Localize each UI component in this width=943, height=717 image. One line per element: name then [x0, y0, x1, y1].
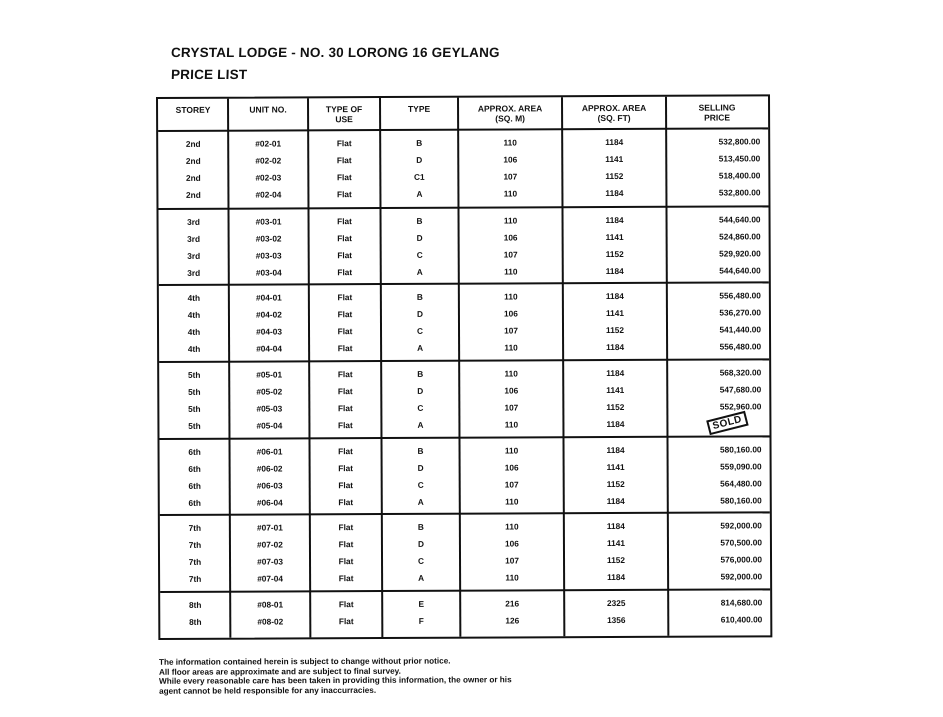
- column-header-sqm: [458, 103, 562, 123]
- cell-use: Flat: [338, 480, 354, 491]
- column-header-line: STOREY: [175, 104, 211, 115]
- cell-type: D: [416, 232, 423, 243]
- cell-price: 544,640.00: [719, 265, 761, 276]
- cell-price: 529,920.00: [719, 248, 761, 259]
- cell-type: A: [417, 496, 424, 507]
- cell-storey: 5th: [188, 403, 201, 414]
- cell-storey: 7th: [188, 556, 202, 567]
- row-divider: [160, 588, 770, 593]
- cell-sqft: 1184: [605, 265, 624, 277]
- sold-stamp: SOLD: [706, 411, 748, 435]
- cell-type: C: [417, 402, 424, 413]
- cell-sqft: 1184: [606, 418, 625, 430]
- cell-type: C1: [414, 171, 425, 182]
- cell-sqft: 1141: [606, 537, 625, 549]
- column-header-type: [380, 104, 458, 114]
- cell-storey: 2nd: [186, 189, 201, 200]
- cell-storey: 3rd: [187, 250, 201, 261]
- price-table: [156, 94, 772, 640]
- cell-use: Flat: [338, 420, 353, 431]
- cell-storey: 6th: [188, 463, 201, 474]
- column-header-line: TYPE: [407, 103, 431, 114]
- cell-use: Flat: [337, 233, 353, 244]
- cell-use: Flat: [338, 616, 354, 627]
- cell-sqm: 110: [503, 188, 518, 199]
- cell-storey: 5th: [188, 386, 201, 397]
- cell-sqm: 110: [504, 368, 518, 379]
- cell-use: Flat: [337, 189, 352, 200]
- cell-use: Flat: [337, 250, 353, 261]
- cell-sqft: 1184: [606, 367, 625, 379]
- cell-sqm: 106: [503, 232, 518, 243]
- cell-unit: #07-02: [257, 539, 283, 550]
- cell-price: 547,680.00: [719, 384, 762, 395]
- cell-sqm: 110: [504, 342, 518, 353]
- cell-sqft: 1152: [606, 401, 625, 413]
- cell-unit: #08-02: [257, 616, 284, 627]
- cell-type: C: [416, 249, 423, 260]
- cell-sqft: 1184: [605, 187, 624, 199]
- cell-use: Flat: [337, 369, 353, 380]
- cell-unit: #04-03: [256, 326, 282, 337]
- cell-sqm: 110: [505, 521, 519, 532]
- document-title: CRYSTAL LODGE - NO. 30 LORONG 16 GEYLANG: [170, 45, 501, 60]
- cell-sqft: 1152: [606, 478, 625, 490]
- cell-sqm: 107: [503, 249, 518, 260]
- cell-unit: #04-04: [256, 343, 283, 354]
- cell-type: C: [418, 555, 425, 566]
- cell-price: 580,160.00: [720, 495, 762, 506]
- cell-storey: 6th: [188, 446, 201, 457]
- cell-storey: 3rd: [187, 267, 201, 278]
- cell-use: Flat: [337, 292, 353, 303]
- cell-price: 544,640.00: [718, 214, 761, 225]
- cell-use: Flat: [337, 216, 352, 227]
- cell-storey: 4th: [187, 343, 201, 354]
- cell-sqft: 1184: [606, 520, 625, 532]
- cell-type: C: [417, 479, 424, 490]
- row-divider: [159, 281, 769, 286]
- cell-type: B: [417, 445, 424, 456]
- cell-use: Flat: [338, 556, 354, 567]
- cell-sqft: 1184: [605, 136, 624, 148]
- cell-price: 610,400.00: [720, 614, 763, 625]
- cell-unit: #05-04: [256, 420, 283, 431]
- cell-storey: 8th: [188, 599, 202, 610]
- row-divider: [160, 511, 770, 516]
- cell-use: Flat: [338, 446, 353, 457]
- cell-price: 580,160.00: [719, 444, 762, 455]
- column-header-line: APPROX. AREA: [581, 102, 647, 114]
- cell-sqm: 106: [504, 308, 518, 319]
- cell-sqm: 110: [504, 291, 518, 302]
- cell-type: D: [416, 308, 423, 319]
- cell-use: Flat: [337, 309, 353, 320]
- cell-sqft: 1152: [607, 554, 626, 566]
- document-subtitle: PRICE LIST: [170, 67, 248, 82]
- disclaimer-notes: [159, 656, 512, 696]
- cell-storey: 6th: [188, 480, 201, 491]
- column-header-unit: [228, 104, 308, 114]
- cell-type: D: [417, 385, 424, 396]
- cell-unit: #03-02: [255, 233, 282, 244]
- cell-unit: #03-01: [255, 216, 282, 227]
- column-header-line: USE: [335, 114, 353, 125]
- cell-sqm: 106: [505, 538, 519, 549]
- cell-type: D: [416, 154, 423, 165]
- cell-sqm: 110: [503, 137, 517, 148]
- column-header-line: SELLING: [698, 102, 736, 113]
- row-divider: [158, 127, 768, 132]
- cell-price: 814,680.00: [720, 597, 763, 608]
- cell-sqm: 126: [505, 615, 520, 626]
- cell-unit: #06-04: [256, 497, 283, 508]
- cell-unit: #05-02: [256, 386, 283, 397]
- cell-type: E: [418, 598, 425, 609]
- column-header-price: [666, 102, 768, 122]
- cell-storey: 2nd: [185, 138, 201, 149]
- disclaimer-line: The information contained herein is subject to change without prior notice.: [158, 656, 451, 667]
- cell-price: 568,320.00: [719, 367, 762, 378]
- cell-unit: #02-01: [255, 138, 282, 149]
- cell-storey: 2nd: [185, 172, 201, 183]
- cell-unit: #04-02: [256, 309, 282, 320]
- cell-sqft: 1141: [606, 384, 625, 396]
- cell-sqm: 110: [505, 496, 519, 507]
- cell-price: 592,000.00: [720, 571, 763, 582]
- cell-storey: 6th: [188, 497, 202, 508]
- cell-sqm: 110: [504, 445, 519, 456]
- cell-unit: #07-04: [257, 573, 284, 584]
- column-header-line: APPROX. AREA: [477, 103, 543, 114]
- cell-type: B: [416, 291, 423, 302]
- cell-sqft: 1184: [605, 214, 624, 226]
- cell-sqm: 107: [503, 171, 518, 182]
- cell-use: Flat: [338, 522, 354, 533]
- cell-price: 518,400.00: [718, 170, 761, 181]
- cell-storey: 4th: [187, 309, 201, 320]
- cell-price: 513,450.00: [718, 153, 761, 164]
- cell-price: 532,800.00: [718, 187, 761, 198]
- cell-sqft: 1184: [606, 444, 625, 456]
- cell-storey: 3rd: [187, 216, 201, 227]
- cell-sqft: 1141: [605, 307, 624, 319]
- cell-type: C: [417, 325, 424, 336]
- column-header-line: TYPE OF: [325, 104, 363, 115]
- cell-sqft: 1141: [605, 231, 624, 243]
- cell-use: Flat: [337, 403, 353, 414]
- cell-unit: #03-03: [255, 250, 282, 261]
- cell-storey: 4th: [187, 326, 201, 337]
- cell-use: Flat: [338, 497, 354, 508]
- cell-unit: #03-04: [255, 267, 282, 278]
- cell-sqm: 106: [504, 385, 519, 396]
- cell-price: 592,000.00: [720, 520, 762, 531]
- cell-unit: #02-03: [255, 172, 282, 183]
- cell-type: B: [417, 521, 424, 532]
- cell-price: 570,500.00: [720, 537, 762, 548]
- cell-price: 556,480.00: [719, 290, 761, 301]
- cell-storey: 7th: [188, 522, 202, 533]
- cell-sqft: 1152: [605, 170, 624, 182]
- cell-price: 564,480.00: [720, 478, 762, 489]
- cell-price: 556,480.00: [719, 341, 762, 352]
- cell-unit: #06-02: [256, 463, 283, 474]
- cell-use: Flat: [337, 343, 353, 354]
- cell-type: B: [416, 215, 423, 226]
- row-divider: [158, 205, 768, 210]
- cell-sqft: 1152: [605, 248, 624, 260]
- cell-price: 576,000.00: [720, 554, 763, 565]
- cell-sqm: 110: [503, 215, 518, 226]
- row-divider: [159, 435, 769, 440]
- cell-sqft: 1184: [606, 341, 625, 353]
- cell-sqft: 1184: [607, 571, 626, 583]
- cell-price: 524,860.00: [719, 231, 761, 242]
- cell-price: 541,440.00: [719, 324, 762, 335]
- column-header-line: PRICE: [704, 112, 731, 123]
- disclaimer-line: All floor areas are approximate and are subject to final survey.: [158, 666, 401, 677]
- cell-type: A: [416, 188, 423, 199]
- cell-price: 532,800.00: [718, 136, 761, 147]
- cell-storey: 3rd: [187, 233, 201, 244]
- cell-sqft: 1141: [605, 153, 624, 165]
- cell-storey: 5th: [187, 369, 201, 380]
- cell-use: Flat: [338, 539, 354, 550]
- column-header-sqft: [562, 103, 666, 123]
- cell-sqm: 110: [504, 266, 518, 277]
- cell-type: D: [417, 538, 424, 549]
- cell-unit: #06-03: [256, 480, 283, 491]
- cell-sqm: 110: [504, 419, 519, 430]
- cell-sqft: 1141: [606, 461, 625, 473]
- cell-type: A: [416, 266, 423, 277]
- cell-storey: 8th: [189, 616, 202, 627]
- column-header-storey: [158, 105, 228, 115]
- cell-sqm: 107: [504, 479, 519, 490]
- cell-price: 559,090.00: [720, 461, 762, 472]
- cell-type: A: [417, 419, 424, 430]
- disclaimer-line: While every reasonable care has been taken in providing this information, the owner or his: [159, 675, 512, 687]
- cell-sqm: 107: [505, 555, 519, 566]
- cell-unit: #07-03: [257, 556, 283, 567]
- cell-use: Flat: [338, 463, 354, 474]
- column-header-use: [308, 104, 380, 124]
- cell-unit: #02-04: [255, 189, 282, 200]
- cell-unit: #04-01: [255, 292, 282, 303]
- cell-price: 552,960.00: [719, 401, 762, 412]
- cell-use: Flat: [338, 599, 354, 610]
- cell-use: Flat: [338, 573, 354, 584]
- cell-storey: 7th: [188, 573, 202, 584]
- cell-sqm: 216: [505, 598, 520, 609]
- cell-use: Flat: [336, 155, 352, 166]
- cell-sqm: 107: [504, 402, 519, 413]
- cell-use: Flat: [337, 326, 353, 337]
- cell-unit: #06-01: [256, 446, 283, 457]
- cell-use: Flat: [337, 386, 353, 397]
- cell-sqft: 1356: [607, 614, 626, 626]
- cell-unit: #08-01: [257, 599, 284, 610]
- cell-type: B: [417, 368, 424, 379]
- row-divider: [159, 358, 769, 363]
- cell-price: 536,270.00: [719, 307, 761, 318]
- cell-use: Flat: [337, 267, 353, 278]
- column-header-line: (SQ. FT): [597, 112, 631, 124]
- cell-type: D: [417, 462, 424, 473]
- cell-storey: 4th: [187, 292, 201, 303]
- cell-use: Flat: [336, 172, 352, 183]
- cell-sqm: 110: [505, 572, 519, 583]
- cell-sqm: 107: [504, 325, 518, 336]
- cell-sqft: 1152: [605, 324, 625, 336]
- cell-sqft: 1184: [606, 495, 625, 507]
- cell-sqft: 2325: [606, 597, 626, 609]
- cell-unit: #07-01: [256, 522, 283, 533]
- column-header-line: UNIT NO.: [249, 104, 287, 115]
- cell-unit: #05-03: [256, 403, 283, 414]
- cell-type: B: [416, 137, 423, 148]
- cell-storey: 5th: [188, 420, 201, 431]
- cell-type: F: [418, 615, 424, 626]
- cell-unit: #05-01: [256, 369, 283, 380]
- column-header-line: (SQ. M): [495, 113, 525, 124]
- cell-type: A: [418, 572, 425, 583]
- cell-use: Flat: [336, 138, 352, 149]
- disclaimer-line: agent cannot be held responsible for any inaccurracies.: [159, 685, 377, 696]
- cell-storey: 2nd: [185, 155, 201, 166]
- cell-unit: #02-02: [255, 155, 282, 166]
- cell-storey: 7th: [188, 539, 202, 550]
- cell-type: A: [417, 342, 424, 353]
- cell-sqm: 106: [504, 462, 519, 473]
- cell-sqm: 106: [503, 154, 518, 165]
- cell-sqft: 1184: [605, 290, 624, 302]
